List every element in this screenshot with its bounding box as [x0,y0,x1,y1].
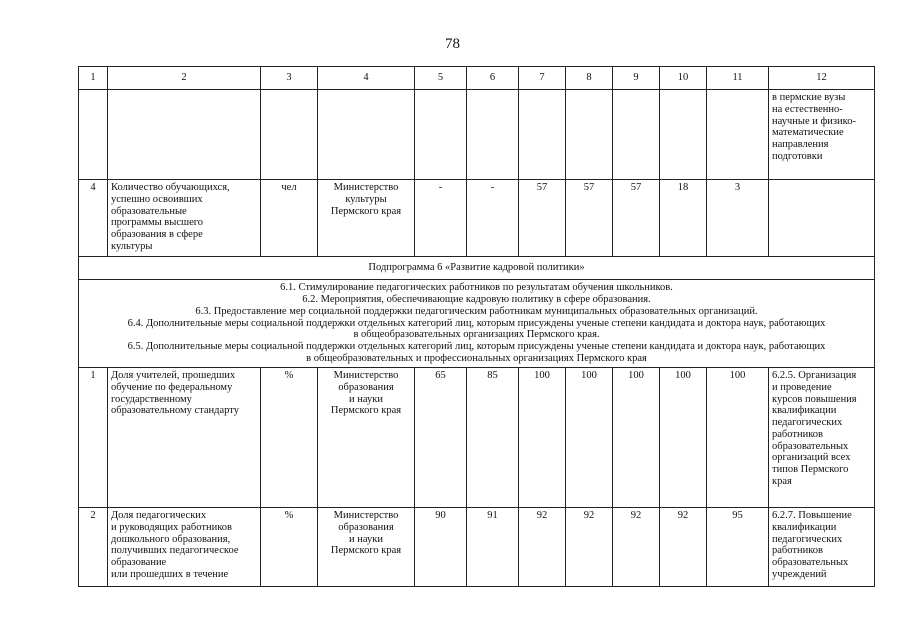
cell-value: 100 [707,368,769,508]
subprogram-title-row [79,257,875,280]
cell-value: 18 [660,180,707,257]
cell-value: 100 [613,368,660,508]
cell-value: 57 [613,180,660,257]
cell-activity: 6.2.7. Повышение квалификации педагогических работников образовательных учреждений [769,508,875,587]
cell-value: 65 [415,368,467,508]
subprogram-items-row [79,280,875,368]
cell-value: 57 [566,180,613,257]
cell-indicator: Доля учителей, прошедших обучение по федеральному государственному образовательному стандарту [108,368,261,508]
cell-executor: Министерство культуры Пермского края [318,180,415,257]
cell-number: 1 [79,368,108,508]
header-cell: 6 [467,67,519,90]
header-cell: 5 [415,67,467,90]
subprogram-items [79,280,875,368]
cell-executor: Министерство образования и науки Пермского края [318,508,415,587]
cell-unit: % [261,368,318,508]
cell-unit: % [261,508,318,587]
cell-value: 92 [566,508,613,587]
header-row [79,67,875,90]
cell-number: 2 [79,508,108,587]
header-cell: 8 [566,67,613,90]
header-cell: 4 [318,67,415,90]
cell-activity [769,180,875,257]
cell-value: 91 [467,508,519,587]
cell-value: 85 [467,368,519,508]
cell-value: 92 [613,508,660,587]
cell-number: 4 [79,180,108,257]
cell-value: 57 [519,180,566,257]
indicators-table [78,66,875,587]
cell-value: 100 [566,368,613,508]
subprogram-item: 6.3. Предоставление мер социальной поддержки педагогическим работникам муниципальных образовательных организаций. [195,305,758,317]
subprogram-item: 6.1. Стимулирование педагогических работников по результатам обучения школьников. [280,282,673,294]
cell-value: 3 [707,180,769,257]
cell-value: 92 [519,508,566,587]
cell-value: - [415,180,467,257]
subprogram-item: 6.4. Дополнительные меры социальной поддержки отдельных категорий лиц, которым присуждены ученые степени кандидата и доктора наук, работающих [127,317,826,329]
cell-activity: в пермские вузы на естественно- научные и физико- математические направления подготовки [769,90,875,180]
table-row [79,508,875,587]
subprogram-item: в общеобразовательных организациях Пермского края. [353,329,600,341]
table-row [79,368,875,508]
cell-executor: Министерство образования и науки Пермского края [318,368,415,508]
cell-indicator: Количество обучающихся, успешно освоивших образовательные программы высшего образования в сфере культуры [108,180,261,257]
cell-value: - [467,180,519,257]
header-cell: 11 [707,67,769,90]
subprogram-item: в общеобразовательных и профессиональных организациях Пермского края [306,352,647,364]
cell-value: 92 [660,508,707,587]
header-cell: 12 [769,67,875,90]
subprogram-item: 6.5. Дополнительные меры социальной поддержки отдельных категорий лиц, которым присуждены ученые степени кандидата и доктора наук, работающих [127,341,826,353]
page-number: 78 [445,36,460,52]
subprogram-item: 6.2. Мероприятия, обеспечивающие кадровую политику в сфере образования. [302,294,651,306]
header-cell: 9 [613,67,660,90]
header-cell: 3 [261,67,318,90]
header-cell: 2 [108,67,261,90]
cell-value: 95 [707,508,769,587]
cell-value: 100 [519,368,566,508]
cell-unit: чел [261,180,318,257]
header-cell: 1 [79,67,108,90]
header-cell: 7 [519,67,566,90]
table-row [79,180,875,257]
header-cell: 10 [660,67,707,90]
cell-indicator: Доля педагогических и руководящих работников дошкольного образования, получивших педагогическое образование или прошедших в течение [108,508,261,587]
table-row-continuation [79,90,875,180]
cell-value: 90 [415,508,467,587]
subprogram-title: Подпрограмма 6 «Развитие кадровой политики» [79,257,875,280]
cell-activity: 6.2.5. Организация и проведение курсов повышения квалификации педагогических работников образовательных организаций всех типов Пермского края [769,368,875,508]
cell-value: 100 [660,368,707,508]
